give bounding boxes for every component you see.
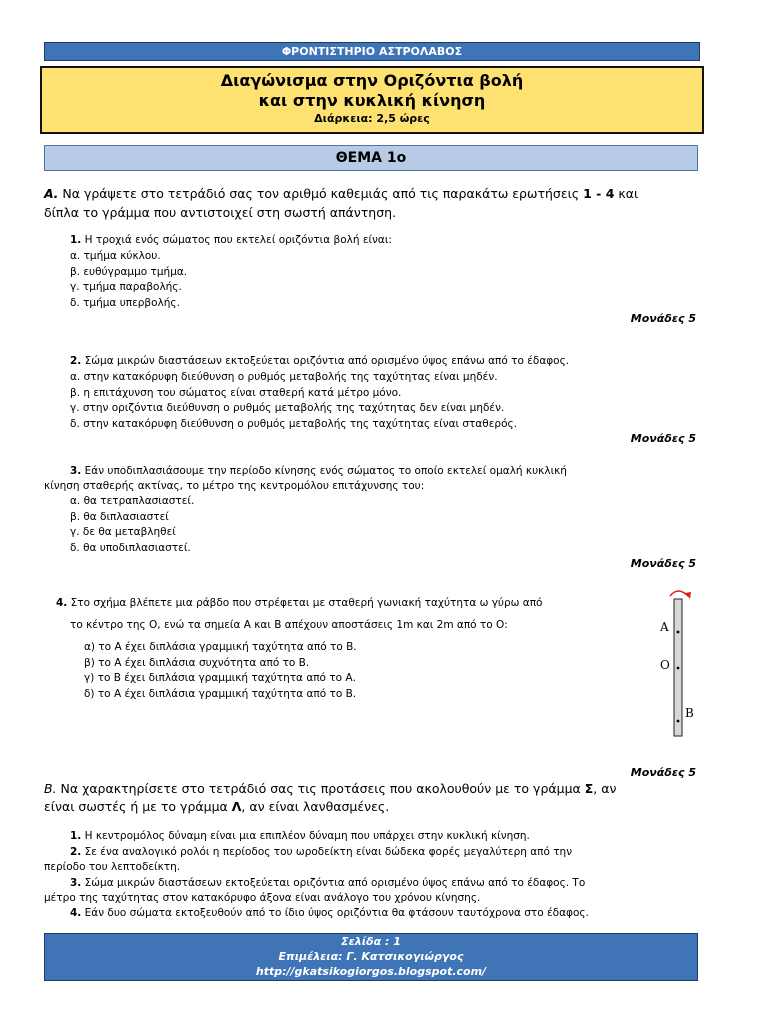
question-4 [56,596,542,612]
option-c: γ. τμήμα παραβολής. [70,281,182,293]
option-a: α. στην κατακόρυφη διεύθυνση ο ρυθμός μεταβολής της ταχύτητας είναι μηδέν. [70,371,498,383]
question-1-marks: Μονάδες 5 [630,312,696,325]
statement-2-line-2: περίοδο του λεπτοδείκτη. [44,861,181,873]
part-a-letter: Α. [44,186,59,201]
question-3 [70,464,696,480]
question-3-text-line-2: κίνηση σταθερής ακτίνας, το μέτρο της κεντρομόλου επιτάχυνσης του: [44,480,425,492]
editor: Επιμέλεια: Γ. Κατσικογιώργος [278,950,464,963]
question-4-options [84,640,357,702]
statement-3-line-2: μέτρο της ταχύτητας στον κατακόρυφο άξονα είναι ανάλογο του χρόνου κίνησης. [44,892,481,904]
statement-2 [70,845,572,861]
page-number: Σελίδα : 1 [341,935,401,948]
option-d: δ) το Α έχει διπλάσια γραμμική ταχύτητα από το Β. [84,687,357,700]
part-a-intro-line-2: δίπλα το γράμμα που αντιστοιχεί στη σωστή απάντηση. [44,205,397,220]
question-2-text: Σώμα μικρών διαστάσεων εκτοξεύεται οριζόντια από ορισμένο ύψος επάνω από το έδαφος. [81,355,570,367]
option-a: α. θα τετραπλασιαστεί. [70,495,195,507]
question-1-options [70,249,187,311]
label-o: Ο [660,658,670,672]
question-2-marks: Μονάδες 5 [630,432,696,445]
section-heading [44,145,698,171]
section-title: ΘΕΜΑ 1ο [335,150,407,166]
question-4-number: 4. [56,597,68,609]
question-1 [70,233,392,249]
statement-3-text: Σώμα μικρών διαστάσεων εκτοξεύεται οριζόντια από ορισμένο ύψος επάνω από το έδαφος. Το [81,877,586,889]
title-line-2: και στην κυκλική κίνηση [258,91,486,110]
option-c: γ. στην οριζόντια διεύθυνση ο ρυθμός μεταβολής της ταχύτητας δεν είναι μηδέν. [70,402,505,414]
option-d: δ. στην κατακόρυφη διεύθυνση ο ρυθμός μεταβολής της ταχύτητας είναι σταθερός. [70,417,517,430]
option-c: γ) το Β έχει διπλάσια γραμμική ταχύτητα από το Α. [84,672,356,684]
statement-1 [70,829,530,845]
question-2 [70,354,569,370]
question-4-text: Στο σχήμα βλέπετε μια ράβδο που στρέφεται με σταθερή γωνιακή ταχύτητα ω γύρω από [67,597,543,609]
point-o [677,667,680,670]
title-line-1: Διαγώνισμα στην Οριζόντια βολή [220,71,524,90]
statement-4-number: 4. [70,907,82,919]
school-name: ΦΡΟΝΤΙΣΤΗΡΙΟ ΑΣΤΡΟΛΑΒΟΣ [281,45,463,58]
statement-2-text: Σε ένα αναλογικό ρολόι η περίοδος του ωροδείκτη είναι δώδεκα φορές μεγαλύτερη από την [81,846,573,858]
question-3-text: Εάν υποδιπλασιάσουμε την περίοδο κίνησης ενός σώματος το οποίο εκτελεί ομαλή κυκλική [81,465,567,477]
part-b-intro-text: Να χαρακτηρίσετε στο τετράδιό σας τις προτάσεις που ακολουθούν με το γράμμα [56,781,585,796]
option-d: δ. τμήμα υπερβολής. [70,296,180,309]
school-banner [44,42,700,61]
rotation-arrowhead [685,592,691,599]
point-b [677,720,680,723]
question-4-marks: Μονάδες 5 [630,766,696,779]
part-b-line-2-end: , αν είναι λανθασμένες. [241,799,390,814]
part-b-letter: Β. [44,781,57,796]
question-2-number: 2. [70,355,82,367]
option-b: β. η επιτάχυνση του σώματος είναι σταθερή κατά μέτρο μόνο. [70,386,402,399]
question-3-marks: Μονάδες 5 [630,557,696,570]
question-1-text: Η τροχιά ενός σώματος που εκτελεί οριζόντια βολή είναι: [81,234,392,246]
statement-1-text: Η κεντρομόλος δύναμη είναι μια επιπλέον δύναμη που υπάρχει στην κυκλική κίνηση. [81,830,530,842]
point-a [677,631,680,634]
statement-3 [70,876,585,892]
option-c: γ. δε θα μεταβληθεί [70,526,176,538]
statement-1-number: 1. [70,830,82,842]
statement-3-number: 3. [70,877,82,889]
true-letter: Σ [584,781,594,796]
option-a: α. τμήμα κύκλου. [70,250,161,262]
option-b: β. θα διπλασιαστεί [70,510,169,523]
part-b-line-2-text: είναι σωστές ή με το γράμμα [44,799,232,814]
part-a-intro-end: και [614,186,639,201]
part-a-intro-text: Να γράψετε στο τετράδιό σας τον αριθμό καθεμιάς από τις παρακάτω ερωτήσεις [58,186,584,201]
rotation-arrow [670,591,688,596]
question-1-number: 1. [70,234,82,246]
part-b-intro [44,781,696,796]
page-footer [44,933,698,981]
question-2-options [70,370,517,432]
part-b-intro-line-2 [44,799,389,814]
question-3-number: 3. [70,465,82,477]
option-a: α) το Α έχει διπλάσια γραμμική ταχύτητα από το Β. [84,641,357,653]
statement-4 [70,906,589,922]
false-letter: Λ [231,799,242,814]
title-box [40,66,704,134]
label-b: Β [685,706,694,720]
option-b: β. ευθύγραμμο τμήμα. [70,265,188,278]
label-a: Α [660,620,669,634]
option-b: β) το Α έχει διπλάσια συχνότητα από το Β. [84,656,310,669]
question-range: 1 - 4 [583,186,615,201]
duration: Διάρκεια: 2,5 ώρες [314,112,430,125]
question-3-options [70,494,194,556]
question-4-text-line-2: το κέντρο της Ο, ενώ τα σημεία Α και Β απέχουν αποστάσεις 1m και 2m από το Ο: [70,619,508,631]
statement-4-text: Εάν δυο σώματα εκτοξευθούν από το ίδιο ύψος οριζόντια θα φτάσουν ταυτόχρονα στο έδαφος. [81,907,589,919]
blog-url: http://gkatsikogiorgos.blogspot.com/ [255,965,487,978]
part-b-intro-end: , αν [593,781,617,796]
statement-2-number: 2. [70,846,82,858]
part-a-intro [44,186,696,201]
option-d: δ. θα υποδιπλασιαστεί. [70,541,191,554]
rotating-rod-figure [650,582,700,742]
